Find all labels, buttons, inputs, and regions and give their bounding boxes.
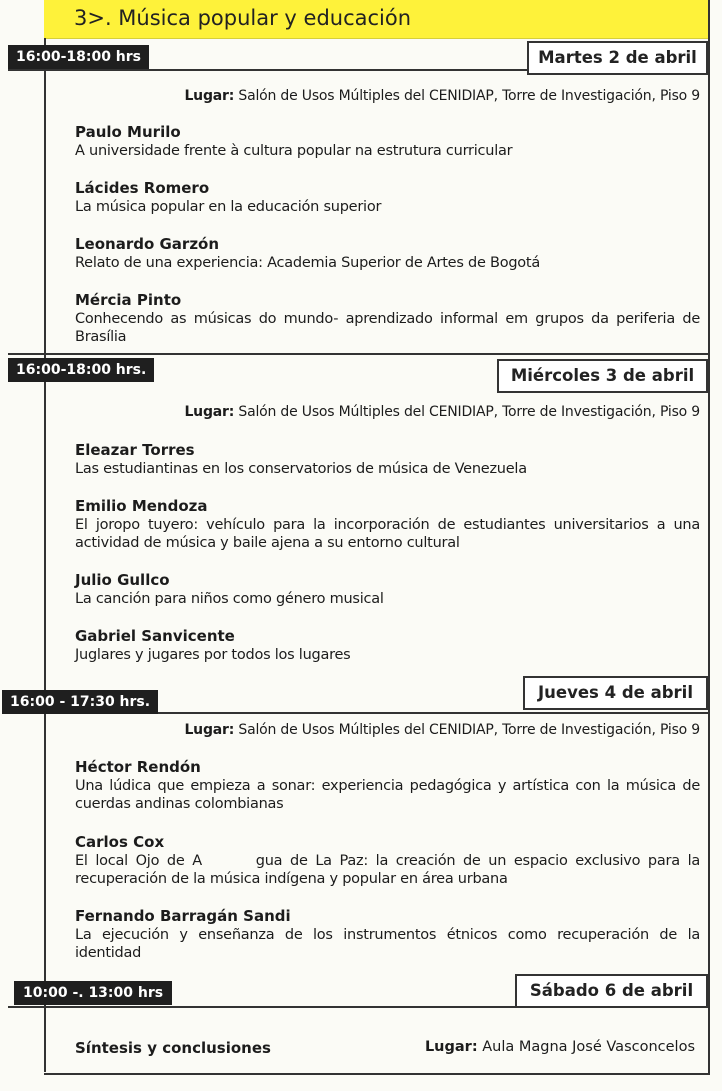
talk-title: Las estudiantinas en los conservatorios de música de Venezuela: [75, 461, 527, 477]
talk-speaker: Emilio Mendoza: [75, 497, 208, 515]
talk-item: [75, 497, 700, 552]
talk-title: El joropo tuyero: vehículo para la incorporación de estudiantes universitarios a una actividad de música y baile ajena a su entorno cultural: [75, 517, 700, 551]
session-day: Miércoles 3 de abril: [497, 359, 708, 393]
talk-speaker: Carlos Cox: [75, 833, 165, 851]
session-venue: [184, 88, 700, 104]
closing-session-title: Síntesis y conclusiones: [75, 1039, 271, 1057]
talk-item: [75, 123, 700, 160]
talk-title: Relato de una experiencia: Academia Superior de Artes de Bogotá: [75, 255, 540, 271]
talk-item: [75, 571, 700, 608]
talk-title: La canción para niños como género musical: [75, 591, 384, 607]
venue-value: Aula Magna José Vasconcelos: [482, 1039, 695, 1055]
venue-label: Lugar:: [184, 404, 235, 420]
session-day: Jueves 4 de abril: [523, 676, 708, 710]
talk-speaker: Gabriel Sanvicente: [75, 627, 235, 645]
talk-item: [75, 235, 700, 272]
section-title: 3>. Música popular y educación: [74, 6, 412, 30]
session-divider: [8, 353, 710, 355]
session-venue: [184, 404, 700, 420]
session-divider: [8, 69, 528, 71]
talk-speaker: Paulo Murilo: [75, 123, 181, 141]
session-venue: [184, 722, 700, 738]
talk-item: [75, 179, 700, 216]
venue-value: Salón de Usos Múltiples del CENIDIAP, Torre de Investigación, Piso 9: [238, 404, 700, 420]
talk-speaker: Lácides Romero: [75, 179, 210, 197]
right-rule: [708, 0, 710, 1075]
venue-value: Salón de Usos Múltiples del CENIDIAP, Torre de Investigación, Piso 9: [238, 88, 700, 104]
talk-speaker: Fernando Barragán Sandi: [75, 907, 291, 925]
talk-title: Una lúdica que empieza a sonar: experiencia pedagógica y artística con la música de cuerdas andinas colombianas: [75, 778, 700, 812]
talk-item: [75, 441, 700, 478]
talk-item: [75, 758, 700, 813]
talk-item: [75, 291, 700, 346]
venue-value: Salón de Usos Múltiples del CENIDIAP, Torre de Investigación, Piso 9: [238, 722, 700, 738]
talk-title: Conhecendo as músicas do mundo- aprendizado informal em grupos da periferia de Brasília: [75, 311, 700, 345]
bottom-rule: [44, 1073, 710, 1075]
talk-speaker: Héctor Rendón: [75, 758, 201, 776]
session-time: 10:00 -. 13:00 hrs: [14, 981, 172, 1005]
talk-speaker: Eleazar Torres: [75, 441, 195, 459]
session-time: 16:00 - 17:30 hrs.: [2, 690, 158, 714]
left-rule: [44, 38, 46, 1072]
venue-label: Lugar:: [184, 88, 235, 104]
talk-title: El local Ojo de A gua de La Paz: la creación de un espacio exclusivo para la recuperación de la música indígena y popular en área urbana: [75, 853, 705, 887]
section-header: [44, 0, 710, 39]
talk-speaker: Leonardo Garzón: [75, 235, 220, 253]
talk-title: La música popular en la educación superior: [75, 199, 382, 215]
session-time: 16:00-18:00 hrs.: [8, 358, 154, 382]
talk-speaker: Mércia Pinto: [75, 291, 182, 309]
talk-title: La ejecución y enseñanza de los instrumentos étnicos como recuperación de la identidad: [75, 927, 700, 961]
talk-item: [75, 833, 705, 888]
venue-label: Lugar:: [424, 1039, 478, 1055]
talk-item: [75, 907, 700, 962]
talk-speaker: Julio Gullco: [75, 571, 170, 589]
talk-title: Juglares y jugares por todos los lugares: [75, 647, 351, 663]
session-day: Sábado 6 de abril: [515, 974, 708, 1008]
session-time: 16:00-18:00 hrs: [8, 45, 149, 69]
closing-session-venue: [425, 1039, 695, 1055]
session-day: Martes 2 de abril: [527, 41, 708, 75]
talk-item: [75, 627, 700, 664]
talk-title: A universidade frente à cultura popular na estrutura curricular: [75, 143, 513, 159]
venue-label: Lugar:: [184, 722, 235, 738]
